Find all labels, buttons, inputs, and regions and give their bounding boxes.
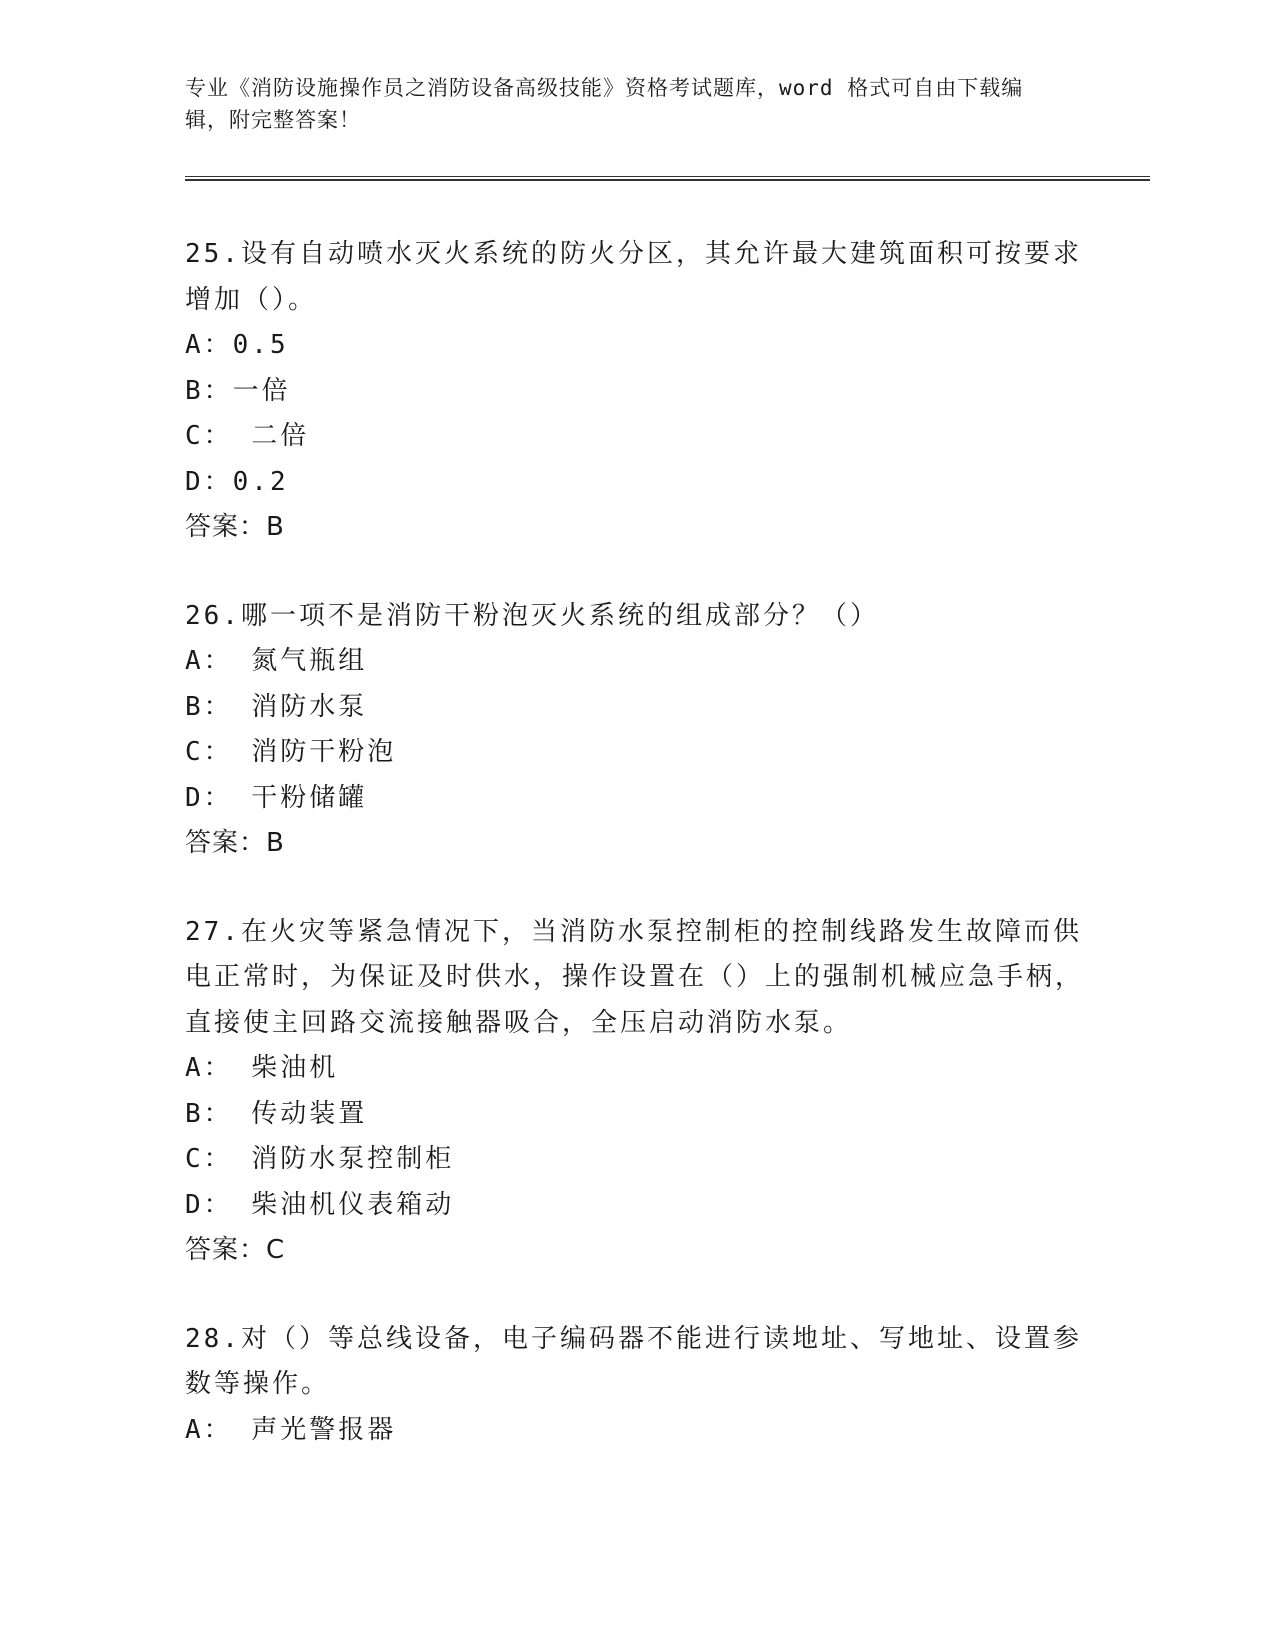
question-text: 26.哪一项不是消防干粉泡灭火系统的组成部分？（） <box>185 600 879 631</box>
question-list <box>185 232 1085 1496</box>
question-item <box>185 1317 1085 1454</box>
answer-text: 答案：B <box>185 828 285 858</box>
option-a: A： 柴油机 <box>185 1053 339 1083</box>
option-b: B： 消防水泵 <box>185 691 368 722</box>
option-d: D：0.2 <box>185 466 289 497</box>
option-b: B：一倍 <box>185 375 291 406</box>
option-b: B： 传动装置 <box>185 1098 368 1129</box>
answer-text: 答案：C <box>185 1235 286 1265</box>
option-a: A：0.5 <box>185 330 289 360</box>
option-d: D： 柴油机仪表箱动 <box>185 1189 455 1220</box>
option-a: A： 声光警报器 <box>185 1414 397 1445</box>
option-c: C： 二倍 <box>185 421 310 451</box>
option-d: D： 干粉储罐 <box>185 782 368 813</box>
option-c: C： 消防水泵控制柜 <box>185 1144 455 1174</box>
question-item <box>185 232 1085 551</box>
document-header: 专业《消防设施操作员之消防设备高级技能》资格考试题库，word 格式可自由下载编辑，附完整答案！ <box>185 76 1024 132</box>
option-c: C： 消防干粉泡 <box>185 737 397 767</box>
question-item <box>185 910 1085 1274</box>
question-text: 28.对（）等总线设备，电子编码器不能进行读地址、写地址、设置参数等操作。 <box>185 1323 1082 1399</box>
option-a: A： 氮气瓶组 <box>185 646 368 676</box>
answer-text: 答案：B <box>185 512 285 542</box>
header-divider <box>185 176 1150 181</box>
question-text: 25.设有自动喷水灭火系统的防火分区，其允许最大建筑面积可按要求增加（）。 <box>185 239 1082 315</box>
question-text: 27.在火灾等紧急情况下，当消防水泵控制柜的控制线路发生故障而供电正常时，为保证及时供水，操作设置在（）上的强制机械应急手柄，直接使主回路交流接触器吸合，全压启动消防水泵。 <box>185 916 1085 1038</box>
question-item <box>185 594 1085 867</box>
